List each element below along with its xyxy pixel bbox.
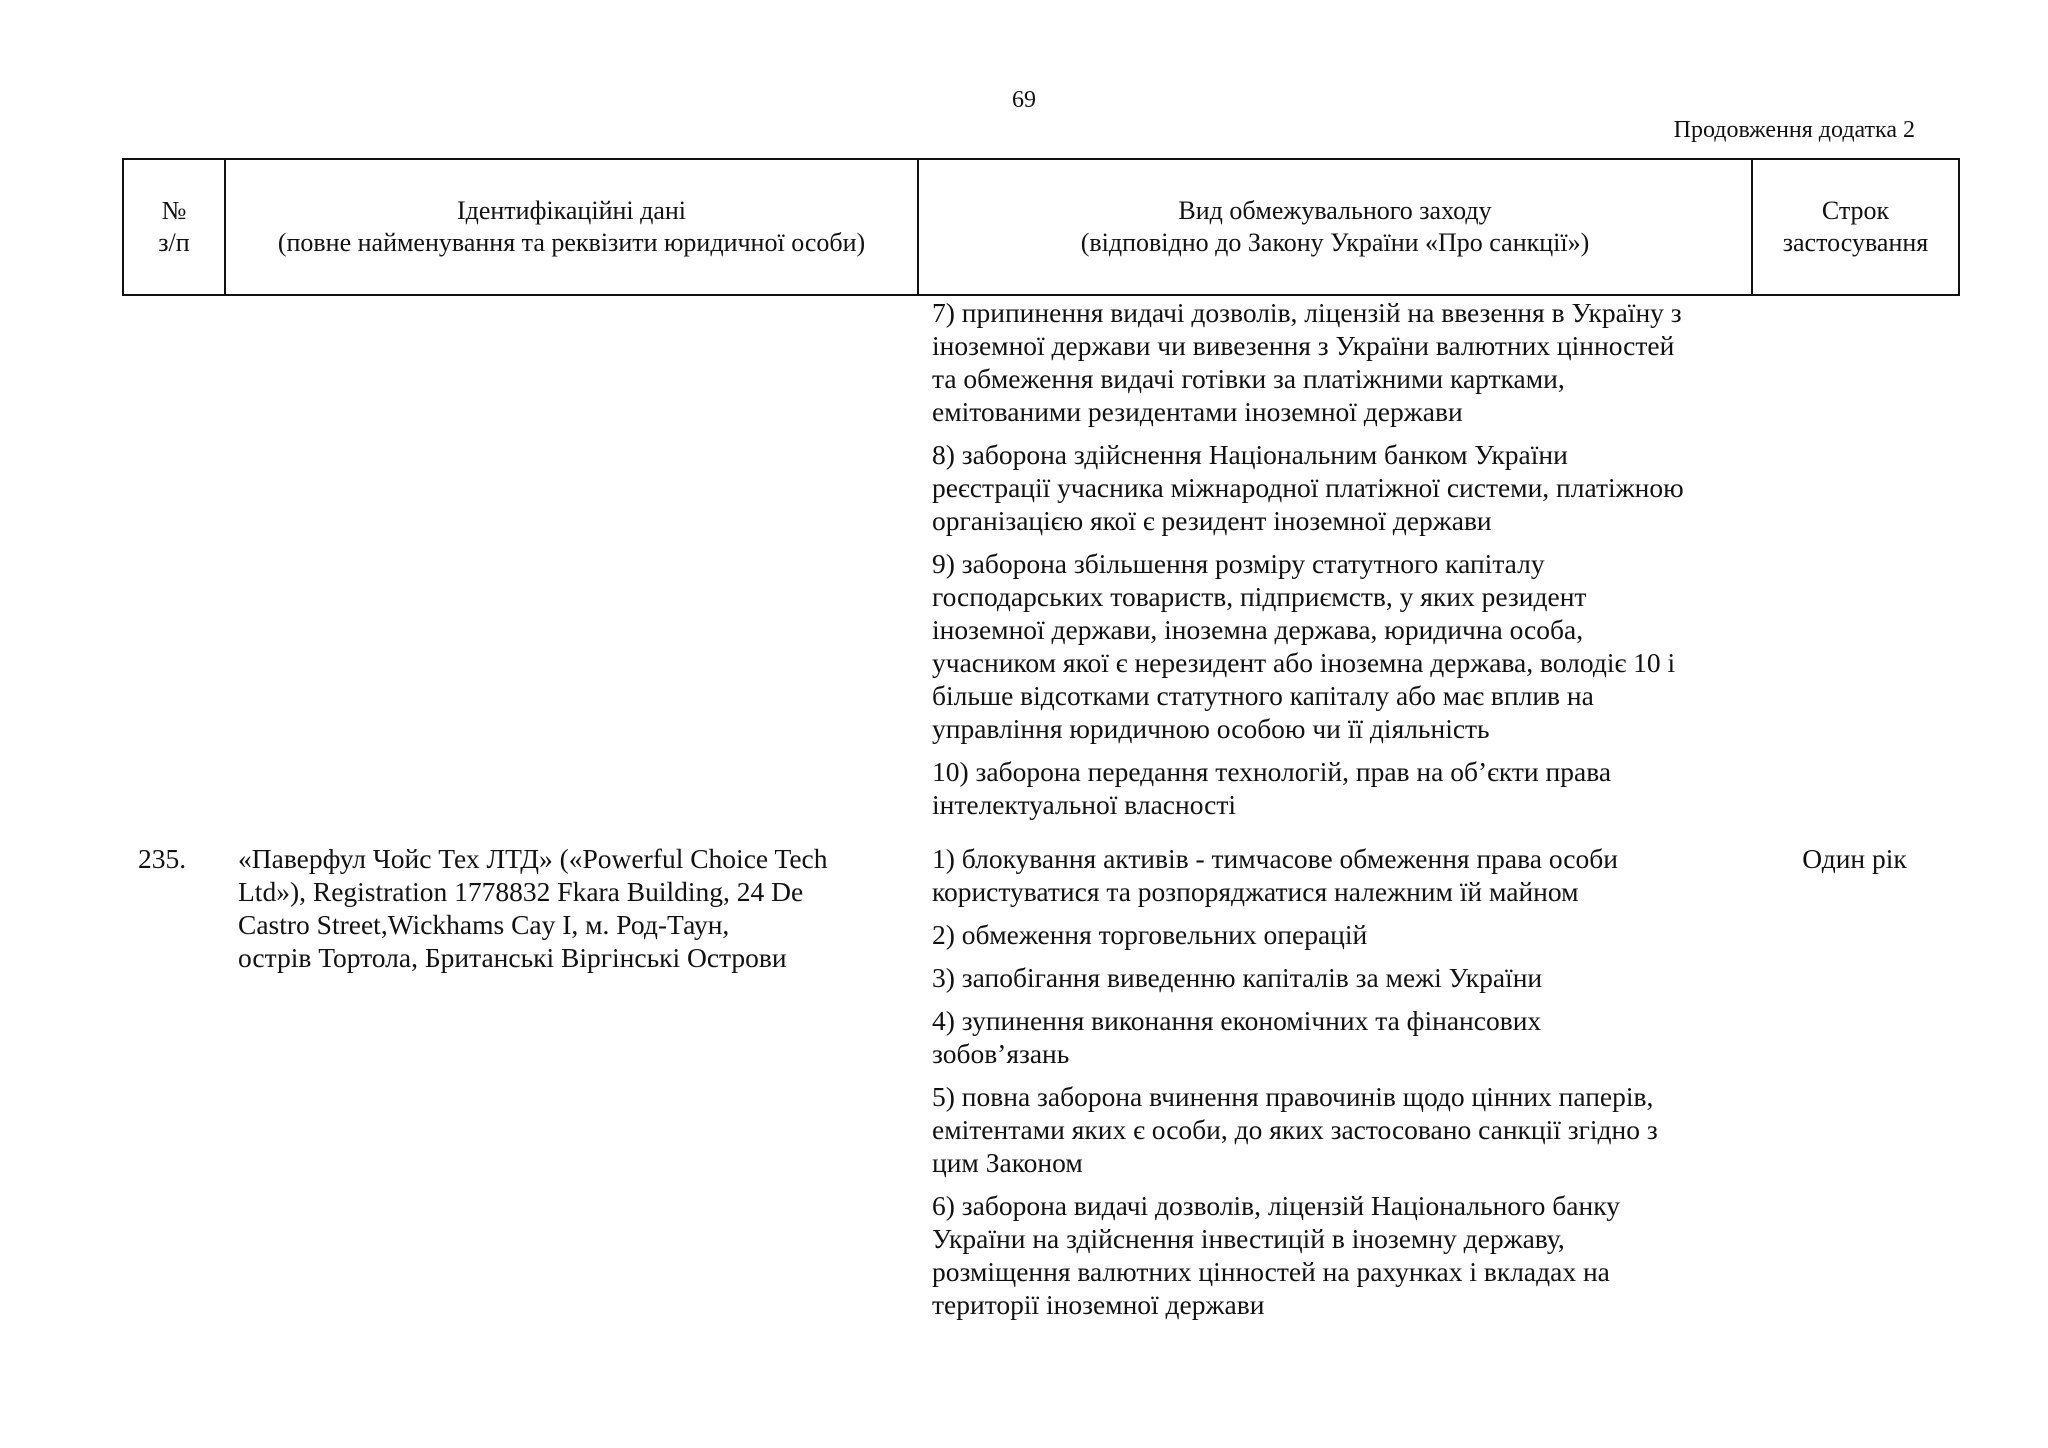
measure-line: 9) заборона збільшення розміру статутного капіталу [932,548,1545,579]
header-line: (відповідно до Закону України «Про санкції») [1080,228,1590,257]
entity-identification [238,842,918,974]
measure-line: користуватися та розпоряджатися належним їй майном [932,876,1579,907]
table-row [122,842,1960,1342]
measure-line: 3) запобігання виведенню капіталів за межі України [932,962,1543,993]
measure-line: зобов’язань [932,1038,1070,1069]
measure-line: території іноземної держави [932,1289,1265,1320]
header-line: Вид обмежувального заходу [1178,196,1492,225]
measure-line: інтелектуальної власності [932,789,1237,820]
measure-line: 6) заборона видачі дозволів, ліцензій Національного банку [932,1190,1620,1221]
header-line: Строк [1821,196,1890,225]
measure-line: 7) припинення видачі дозволів, ліцензій на ввезення в Україну з [932,297,1682,328]
measure-line: управління юридичною особою чи її діяльність [932,713,1490,744]
header-line: (повне найменування та реквізити юридичної особи) [277,228,866,257]
header-line: застосування [1782,228,1929,257]
measure-item [932,438,1752,537]
measure-line: 4) зупинення виконання економічних та фінансових [932,1005,1542,1036]
header-term [1753,160,1958,294]
measure-line: 1) блокування активів - тимчасове обмеження права особи [932,843,1618,874]
application-term: Один рік [1802,843,1907,874]
sanctions-table [122,158,1960,296]
measure-item [932,296,1752,428]
measure-line: та обмеження видачі готівки за платіжними картками, [932,363,1565,394]
measure-item [932,918,1752,951]
measure-item [932,1080,1752,1179]
continued-measures [932,296,1752,831]
measure-line: іноземної держави чи вивезення з України валютних цінностей [932,330,1675,361]
measure-line: реєстрації учасника міжнародної платіжної системи, платіжною [932,472,1684,503]
measure-line: емітентами яких є особи, до яких застосовано санкції згідно з [932,1114,1658,1145]
measure-line: цим Законом [932,1147,1083,1178]
header-identification [226,160,919,294]
measure-line: більше відсотками статутного капіталу або має вплив на [932,680,1594,711]
row-number: 235. [138,843,187,874]
measure-line: України на здійснення інвестицій в іноземну державу, [932,1223,1565,1254]
identification-line: острів Тортола, Британські Віргінські Острови [238,942,787,973]
measure-item [932,842,1752,908]
measure-line: іноземної держави, іноземна держава, юридична особа, [932,614,1584,645]
measure-line: 8) заборона здійснення Національним банком України [932,439,1568,470]
identification-line: «Паверфул Чойс Тех ЛТД» («Powerful Choice Tech [238,843,828,874]
header-number [124,160,226,294]
continuation-label: Продовження додатка 2 [1673,117,1915,143]
measure-item [932,961,1752,994]
measure-item [932,1189,1752,1321]
measure-item [932,547,1752,745]
measure-line: 5) повна заборона вчинення правочинів щодо цінних паперів, [932,1081,1654,1112]
measure-line: 2) обмеження торговельних операцій [932,919,1368,950]
identification-line: Castro Street,Wickhams Cay I, м. Род-Таун, [238,909,730,940]
table-header [122,158,1960,296]
identification-line: Ltd»), Registration 1778832 Fkara Building, 24 De [238,876,804,907]
measure-line: емітованими резидентами іноземної держави [932,396,1463,427]
page-number: 69 [1012,87,1036,113]
header-line: № [161,196,187,225]
measure-line: учасником якої є нерезидент або іноземна держава, володіє 10 і [932,647,1676,678]
measure-line: організацією якої є резидент іноземної держави [932,505,1492,536]
header-line: з/п [158,228,190,257]
header-measure-type [919,160,1753,294]
measure-line: розміщення валютних цінностей на рахунках і вкладах на [932,1256,1610,1287]
entity-measures [932,842,1752,1331]
measure-line: господарських товариств, підприємств, у яких резидент [932,581,1587,612]
header-line: Ідентифікаційні дані [456,196,687,225]
measure-line: 10) заборона передання технологій, прав на об’єкти права [932,756,1612,787]
measure-item [932,755,1752,821]
measure-item [932,1004,1752,1070]
